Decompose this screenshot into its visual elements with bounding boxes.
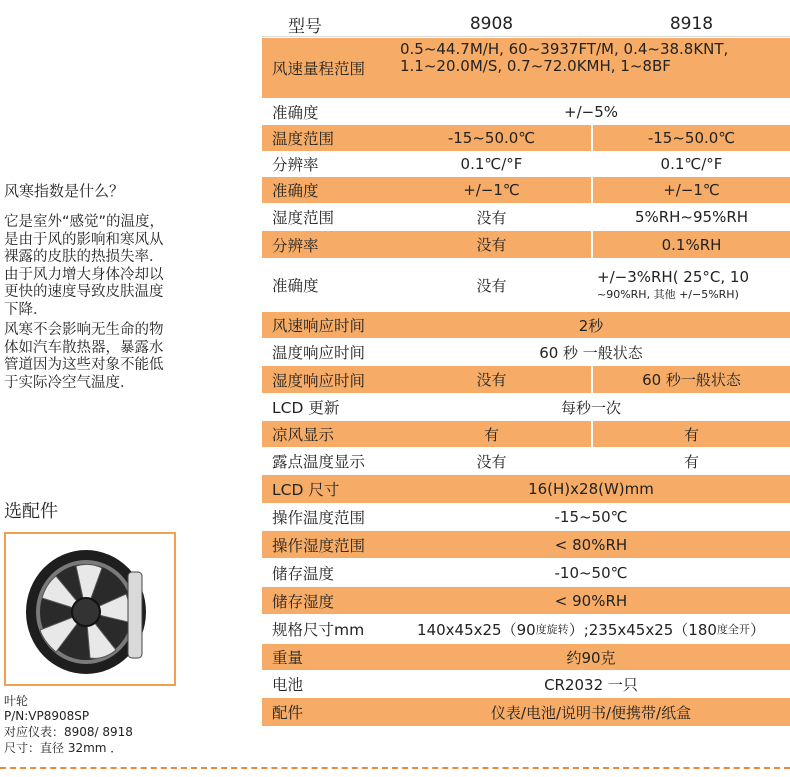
spec-label: 温度响应时间 [272, 344, 366, 362]
header-model-8918: 8918 [591, 12, 790, 36]
impeller-compatible-models: 对应仪表：8908/ 8918 [4, 725, 133, 739]
spec-value: 仪表/电池/说明书/便携带/纸盒 [392, 698, 790, 726]
impeller-image-frame [4, 532, 176, 686]
spec-value: 约90克 [392, 644, 790, 670]
spec-value-8908: 没有 [476, 208, 507, 227]
spec-row-humidity-accuracy [262, 258, 790, 313]
spec-row-windchill [262, 421, 790, 447]
paragraph-line: 由于风力增大身体冷却以 [4, 266, 164, 283]
spec-label: 风速响应时间 [262, 312, 392, 338]
paragraph-line: 裸露的皮肤的热损失率． [4, 249, 164, 265]
spec-value-8908: 有 [392, 421, 591, 447]
spec-value-8908: 没有 [392, 366, 591, 393]
dims-part: ） [749, 620, 765, 639]
impeller-name: 叶轮 [4, 694, 29, 708]
table-header-row [262, 12, 790, 37]
spec-label: 电池 [272, 676, 304, 694]
spec-value: +/−5% [564, 102, 618, 121]
spec-value-8908: 没有 [392, 231, 591, 258]
windchill-paragraph-2 [4, 322, 224, 392]
spec-row-humidity-resolution [262, 231, 790, 258]
dims-part: 140x45x25（90 [417, 620, 536, 639]
spec-value-8918: -15~50.0℃ [591, 125, 790, 151]
spec-row-dimensions [262, 614, 790, 645]
spec-label: 规格尺寸mm [272, 621, 365, 639]
spec-value: CR2032 一只 [544, 675, 638, 694]
spec-value: < 80%RH [392, 531, 790, 558]
spec-row-wind-response [262, 312, 790, 338]
spec-value: 16(H)x28(W)mm [392, 475, 790, 503]
left-panel [4, 0, 254, 777]
spec-value-8918: 0.1%RH [591, 231, 790, 258]
spec-label: 湿度范围 [272, 209, 335, 227]
spec-label: 操作温度范围 [272, 509, 366, 527]
spec-label: 凉风显示 [262, 421, 392, 447]
spec-value-8908: +/−1℃ [392, 177, 591, 203]
spec-row-humidity-response [262, 366, 790, 393]
hum-acc-line-1: +/−3%RH( 25°C, 10 [597, 268, 749, 286]
spec-value: 60 秒 一般状态 [539, 343, 643, 362]
impeller-size: 尺寸：直径 32mm ． [4, 741, 123, 755]
spec-value-8918: 0.1℃/°F [591, 151, 790, 177]
spec-row-storage-humidity [262, 587, 790, 614]
spec-table [262, 12, 790, 727]
accessories-title: 选配件 [4, 501, 58, 522]
spec-label: 湿度响应时间 [262, 366, 392, 393]
spec-row-humidity-range [262, 203, 790, 232]
spec-value-8908: 0.1℃/°F [460, 155, 523, 173]
dims-part: ）;235x45x25（180 [568, 620, 717, 639]
spec-label: 露点温度显示 [272, 453, 366, 471]
impeller-icon [16, 542, 166, 680]
spec-value-8918: 有 [591, 421, 790, 447]
spec-row-wind-range [262, 38, 790, 98]
paragraph-line: 于实际冷空气温度． [4, 374, 135, 391]
impeller-part-number: P/N:VP8908SP [4, 709, 90, 723]
spec-label: 风速量程范围 [262, 38, 392, 98]
spec-value-8918: 5%RH~95%RH [591, 203, 790, 231]
spec-label: 重量 [262, 644, 392, 670]
paragraph-line: 风寒不会影响无生命的物 [4, 322, 164, 338]
spec-row-storage-temp [262, 558, 790, 588]
spec-value-8918 [591, 258, 790, 312]
spec-label: 操作湿度范围 [262, 531, 392, 558]
spec-row-operating-humidity [262, 531, 790, 558]
spec-value: 每秒一次 [560, 398, 621, 417]
paragraph-line: 它是室外“感觉”的温度， [4, 214, 165, 230]
spec-row-lcd-size [262, 475, 790, 503]
spec-label: LCD 尺寸 [262, 475, 392, 503]
spec-value-8918: 60 秒一般状态 [591, 366, 790, 393]
dims-part: 度旋转 [535, 623, 569, 636]
header-model-label: 型号 [288, 16, 322, 37]
spec-label: 配件 [262, 698, 392, 726]
windchill-paragraph-1 [4, 214, 224, 319]
spec-value-8908: 没有 [476, 276, 507, 295]
spec-value-8908: -15~50.0℃ [392, 125, 591, 151]
spec-row-temp-range [262, 125, 790, 151]
paragraph-line: 体如汽车散热器，暴露水 [4, 339, 164, 356]
dashed-divider [0, 767, 790, 769]
spec-label: 储存湿度 [262, 587, 392, 614]
spec-label: 分辨率 [272, 156, 319, 174]
dims-part: 度全开 [716, 623, 750, 636]
spec-value-8908: 没有 [476, 452, 507, 471]
spec-label: 温度范围 [262, 125, 392, 151]
spec-label: 准确度 [262, 177, 392, 203]
spec-row-accuracy [262, 98, 790, 126]
spec-label: 准确度 [272, 103, 319, 122]
paragraph-line: 是由于风的影响和寒风从 [4, 231, 164, 248]
windchill-question: 风寒指数是什么？ [4, 182, 125, 200]
spec-label: 储存温度 [272, 564, 335, 583]
spec-label: 准确度 [272, 277, 319, 295]
spec-label: 分辨率 [262, 231, 392, 258]
spec-value: 2秒 [392, 312, 790, 338]
spec-row-dewpoint [262, 447, 790, 476]
hum-acc-line-2: ~90%RH, 其他 +/−5%RH) [597, 288, 739, 301]
spec-value: < 90%RH [392, 587, 790, 614]
range-line-2: 1.1~20.0M/S, 0.7~72.0KMH, 1~8BF [400, 57, 671, 75]
spec-row-weight [262, 644, 790, 670]
paragraph-line: 下降． [4, 301, 48, 318]
spec-row-operating-temp [262, 503, 790, 532]
paragraph-line: 更快的速度导致皮肤温度 [4, 284, 164, 300]
spec-value-8918: 有 [591, 447, 790, 475]
header-model-8908: 8908 [469, 14, 514, 34]
spec-value-dimensions [392, 614, 790, 644]
spec-value-8918: +/−1℃ [591, 177, 790, 203]
range-line-1: 0.5~44.7M/H, 60~3937FT/M, 0.4~38.8KNT, [400, 40, 729, 58]
spec-row-lcd-update [262, 393, 790, 422]
spec-row-temp-response [262, 338, 790, 367]
spec-label: LCD 更新 [272, 399, 340, 417]
paragraph-line: 管道因为这些对象不能低 [4, 357, 164, 373]
spec-value-wind-range [392, 38, 790, 98]
spec-value: -15~50℃ [554, 508, 628, 526]
spec-value: -10~50℃ [554, 563, 628, 582]
spec-row-battery [262, 670, 790, 699]
spec-row-accessories [262, 698, 790, 726]
spec-row-temp-accuracy [262, 177, 790, 203]
spec-row-temp-resolution [262, 151, 790, 178]
